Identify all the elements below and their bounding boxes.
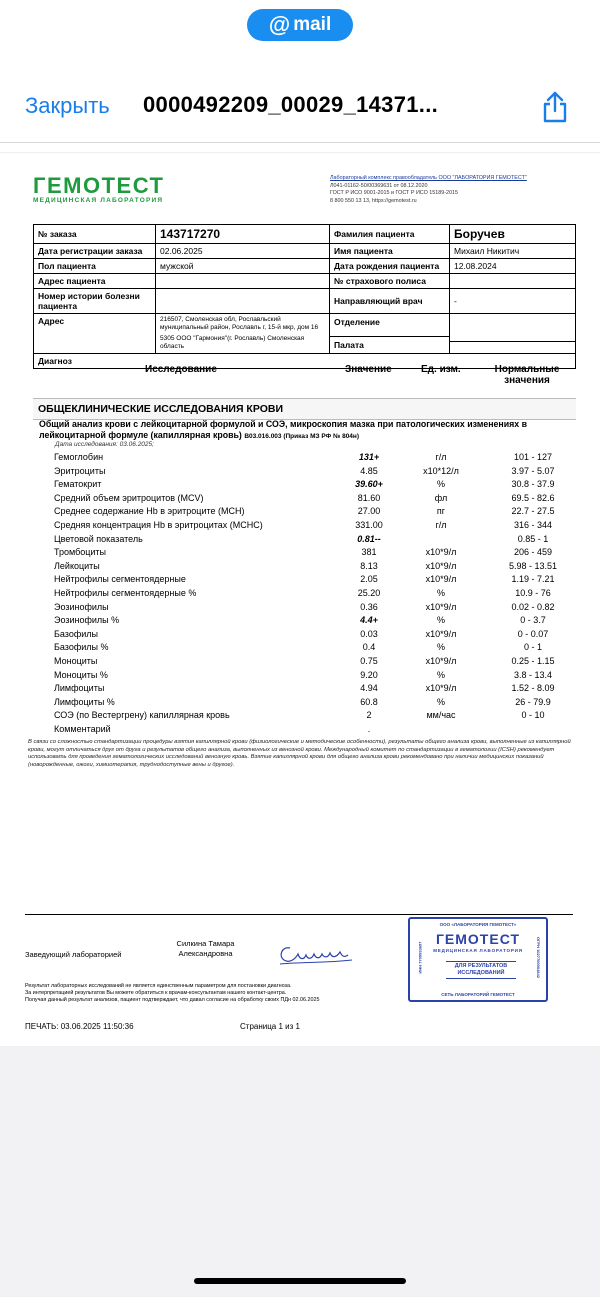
dept-ward-labels: [330, 314, 450, 353]
result-unit: %: [436, 642, 445, 653]
sex-label: Пол пациента: [34, 259, 156, 273]
lab-info-line: ГОСТ Р ИСО 9001-2015 и ГОСТ Р ИСО 15189-2015: [330, 190, 459, 196]
result-unit: %: [436, 588, 445, 598]
stamp-purpose: ДЛЯ РЕЗУЛЬТАТОВ ИССЛЕДОВАНИЙ: [446, 961, 516, 979]
result-name: Среднее содержание Hb в эритроците (MCH): [54, 506, 245, 517]
result-value: 331.00: [355, 520, 383, 530]
col-header-unit: Ед. изм.: [421, 364, 461, 375]
referring-label: Направляющий врач: [330, 289, 450, 313]
name-label: Имя пациента: [330, 244, 450, 258]
result-unit: x10*12/л: [423, 465, 459, 476]
result-name: Гемоглобин: [54, 452, 104, 462]
ward-label: Палата: [330, 336, 449, 353]
patient-row: [34, 314, 575, 354]
result-name: СОЭ (по Вестергрену) капиллярная кровь: [54, 710, 230, 721]
disclaimer-line: Результат лабораторных исследований не является единственным параметром для постановки диагноза.: [25, 983, 292, 989]
test-title: [39, 419, 579, 442]
policy-label: № страхового полиса: [330, 274, 450, 288]
result-row: [54, 629, 584, 642]
birth-label: Дата рождения пациента: [330, 259, 450, 273]
result-value: .: [367, 724, 371, 734]
result-value: 0.03: [360, 628, 378, 639]
result-unit: x10*9/л: [425, 547, 457, 558]
result-value: 2: [366, 710, 372, 721]
lab-info-line: Л041-01162-50/00369631 от 08.12.2020: [330, 182, 428, 189]
lab-info-line: 8 800 550 13 13, https://gemotest.ru: [330, 197, 417, 204]
signer-name-line: Силкина Тамара: [176, 939, 235, 948]
policy-value: [450, 274, 575, 288]
result-name: Эритроциты: [54, 465, 106, 476]
result-range: 30.8 - 37.9: [511, 479, 555, 490]
result-value: 27.00: [357, 506, 381, 517]
result-name: Эозинофилы: [54, 601, 109, 612]
result-unit: x10*9/л: [425, 574, 457, 585]
dept-ward-values: [450, 314, 575, 353]
signer-name-line: Александровна: [178, 949, 233, 958]
addr2-label: Адрес: [34, 314, 156, 353]
patient-sex: мужской: [156, 259, 330, 273]
signer-role: Заведующий лабораторией: [25, 950, 122, 959]
result-row: [54, 506, 584, 519]
result-value: 0.4: [362, 642, 376, 653]
order-no-label: № заказа: [34, 225, 156, 243]
stamp-subtitle: МЕДИЦИНСКАЯ ЛАБОРАТОРИЯ: [433, 948, 523, 953]
disclaimer: [25, 983, 405, 1004]
reg-date-label: Дата регистрации заказа: [34, 244, 156, 258]
share-icon: [539, 90, 571, 124]
result-value: 381: [361, 547, 377, 558]
reg-date: 02.06.2025: [156, 244, 330, 258]
result-unit: x10*9/л: [425, 628, 457, 639]
result-row: [54, 642, 584, 655]
result-unit: x10*9/л: [425, 683, 457, 694]
result-row: [54, 547, 584, 560]
close-button[interactable]: Закрыть: [25, 93, 110, 118]
ward-value: [450, 341, 575, 353]
addr2-value: 216507, Смоленская обл, Рославльский муниципальный район, Рославль г, 15-й мкр, дом 16: [160, 316, 319, 331]
result-range: 316 - 344: [513, 520, 553, 530]
disclaimer-line: За интерпретацией результатов Вы можете обратиться к врачам-консультантам нашего контакт-центра.: [25, 990, 287, 996]
document-title: 0000492209_00029_14371...: [143, 92, 439, 117]
result-name: Лимфоциты: [54, 683, 105, 694]
result-value: 81.60: [357, 492, 381, 503]
logo-subtitle: МЕДИЦИНСКАЯ ЛАБОРАТОРИЯ: [33, 197, 164, 204]
result-unit: x10*9/л: [425, 560, 457, 571]
stamp-ogrn: ОГРН 1027700004842: [535, 937, 541, 978]
result-range: 0 - 3.7: [520, 615, 546, 626]
result-name: Средняя концентрация Hb в эритроцитах (MCHC): [54, 520, 263, 530]
result-range: 3.97 - 5.07: [511, 465, 555, 476]
mail-pill-label: mail: [293, 14, 332, 35]
addr2-value2: 5305 ООО "Гармония"(г. Рославль) Смоленская область: [160, 335, 305, 350]
result-name: Нейтрофилы сегментоядерные: [54, 574, 186, 585]
result-name: Тромбоциты: [54, 547, 107, 558]
col-header-normal: Нормальные значения: [494, 364, 560, 386]
result-name: Комментарий: [54, 724, 111, 734]
lab-stamp: [408, 917, 548, 1002]
result-unit: г/л: [435, 452, 447, 462]
lab-report-document: [0, 152, 600, 1045]
patient-name: Михаил Никитич: [454, 246, 520, 256]
gemotest-logo: [33, 173, 165, 204]
result-range: 5.98 - 13.51: [508, 560, 558, 571]
result-unit: мм/час: [426, 710, 456, 721]
result-name: Лейкоциты: [54, 560, 100, 571]
result-value: 4.4+: [360, 615, 378, 626]
patient-row: [34, 289, 575, 314]
home-indicator[interactable]: [194, 1278, 406, 1284]
logo-name: ГЕМОТЕСТ: [33, 173, 165, 198]
result-row: [54, 479, 584, 492]
result-row: [54, 466, 584, 479]
signer-name: [168, 939, 243, 959]
stamp-inn: ИНН 7709933657: [417, 941, 423, 974]
result-row: [54, 561, 584, 574]
patient-surname: Боручев: [454, 227, 505, 241]
result-unit: %: [436, 669, 445, 680]
result-row: [54, 534, 584, 547]
address-label: Адрес пациента: [34, 274, 156, 288]
diag-label: Диагноз: [38, 356, 72, 366]
result-unit: г/л: [435, 520, 447, 530]
result-name: Цветовой показатель: [54, 533, 143, 544]
result-unit: %: [436, 615, 445, 626]
result-range: 0 - 0.07: [517, 628, 549, 639]
result-name: Лимфоциты %: [54, 696, 115, 707]
result-name: Средний объем эритроцитов (MCV): [54, 492, 204, 503]
result-range: 0 - 1: [523, 642, 542, 653]
result-unit: %: [436, 479, 445, 490]
result-value: 25.20: [357, 588, 381, 598]
patient-row: [34, 259, 575, 274]
result-name: Нейтрофилы сегментоядерные %: [54, 588, 197, 598]
capillary-note: В связи со сложностью стандартизации процедуры взятия капиллярной крови (физиологические и методические особенности), результаты общего анализа крови, выполненные из капиллярной крови, могут отличаться друг от друга и результатов общего анализа, выполненных из венозной крови. Международный комитет по стандартизации в гематологии (ICSH) рекомендует использовать для проведения гематологических исследований венозную кровь. Взятие капиллярной крови для общего анализа крови рекомендовано при наличии медицинских показаний (новорожденные, ожоги, химиотерапия, труднодоступные вены и другое).: [28, 739, 571, 768]
result-row: [54, 493, 584, 506]
result-unit: пг: [436, 506, 446, 517]
signature-divider: [25, 914, 573, 915]
test-code: В03.016.003 (Приказ МЗ РФ № 804н): [244, 433, 360, 440]
disclaimer-line: Получая данный результат анализов, пациент подтверждает, что давал согласие на обработку своих ПДн 02.06.2025: [25, 997, 320, 1003]
result-range: 69.5 - 82.6: [511, 492, 555, 503]
referring-value: -: [454, 296, 457, 306]
col-header-study: Исследование: [145, 364, 217, 375]
history-value: [156, 289, 330, 313]
share-button[interactable]: [539, 90, 571, 124]
page-counter: Страница 1 из 1: [240, 1022, 300, 1031]
toolbar-divider: [0, 142, 600, 143]
result-row: [54, 683, 584, 696]
result-row: [54, 656, 584, 669]
result-value: 2.05: [360, 574, 378, 585]
address-value: [156, 274, 330, 288]
result-row: [54, 710, 584, 723]
patient-row: [34, 244, 575, 259]
result-range: 22.7 - 27.5: [511, 506, 555, 517]
result-name: Моноциты %: [54, 669, 108, 680]
mail-app-pill[interactable]: [247, 9, 353, 41]
test-title-text: Общий анализ крови с лейкоцитарной формулой и СОЭ, микроскопия мазка при патологических изменениях в лейкоцитарной формуле (капиллярная кровь): [39, 419, 528, 440]
print-timestamp: ПЕЧАТЬ: 03.06.2025 11:50:36: [25, 1022, 134, 1031]
result-value: 9.20: [360, 669, 378, 680]
result-name: Базофилы: [54, 628, 98, 639]
patient-info-table: [33, 224, 576, 369]
result-value: 39.60+: [355, 479, 383, 490]
patient-row: [34, 225, 575, 244]
result-range: 1.19 - 7.21: [511, 574, 555, 585]
result-range: 26 - 79.9: [515, 696, 551, 707]
result-name: Эозинофилы %: [54, 615, 120, 626]
result-value: 8.13: [360, 560, 378, 571]
surname-label: Фамилия пациента: [330, 225, 450, 243]
result-range: 0 - 10: [521, 710, 545, 721]
result-unit: %: [436, 696, 445, 707]
result-value: 131+: [358, 452, 380, 462]
result-range: 0.02 - 0.82: [511, 601, 555, 612]
result-row: [54, 602, 584, 615]
viewer-background: [0, 1046, 600, 1297]
result-row: [54, 615, 584, 628]
handwritten-signature: [276, 940, 356, 973]
result-name: Моноциты: [54, 656, 98, 666]
result-row: [54, 574, 584, 587]
result-range: 1.52 - 8.09: [511, 683, 555, 694]
patient-birth: 12.08.2024: [454, 261, 497, 271]
section-title: ОБЩЕКЛИНИЧЕСКИЕ ИССЛЕДОВАНИЯ КРОВИ: [33, 398, 576, 420]
result-row: [54, 670, 584, 683]
result-value: 0.75: [360, 656, 378, 666]
result-row: [54, 452, 584, 465]
result-range: 206 - 459: [513, 547, 553, 558]
lab-info: [330, 175, 580, 205]
result-value: 0.36: [360, 601, 378, 612]
result-name: Базофилы %: [54, 642, 109, 653]
result-value: 4.94: [360, 683, 378, 694]
result-range: 10.9 - 76: [515, 588, 551, 598]
result-range: 0.85 - 1: [517, 533, 549, 544]
result-range: 101 - 127: [513, 452, 553, 462]
patient-row: [34, 274, 575, 289]
result-row: [54, 724, 584, 737]
result-unit: x10*9/л: [425, 656, 457, 666]
result-row: [54, 588, 584, 601]
order-no: 143717270: [156, 225, 330, 243]
at-icon: @: [268, 12, 291, 37]
history-label: Номер истории болезни пациента: [34, 289, 156, 313]
stamp-name: ГЕМОТЕСТ: [435, 931, 521, 947]
lab-info-line[interactable]: Лабораторный комплекс правообладатель ООО "ЛАБОРАТОРИЯ ГЕМОТЕСТ": [330, 175, 527, 181]
test-date: Дата исследования: 03.06.2025;: [55, 441, 154, 448]
result-value: 4.85: [360, 465, 378, 476]
result-unit: x10*9/л: [425, 601, 457, 612]
result-value: 60.8: [360, 696, 378, 707]
stamp-top: ООО «ЛАБОРАТОРИЯ ГЕМОТЕСТ»: [439, 922, 517, 927]
result-row: [54, 520, 584, 533]
viewer-toolbar: [0, 78, 600, 138]
stamp-bottom: СЕТЬ ЛАБОРАТОРИЙ ГЕМОТЕСТ: [441, 992, 515, 997]
addr2-block: [156, 314, 330, 353]
col-header-value: Значение: [345, 364, 392, 375]
result-unit: фл: [434, 492, 448, 503]
dept-label: Отделение: [334, 317, 380, 327]
result-name: Гематокрит: [54, 479, 102, 490]
result-value: 0.81--: [357, 533, 381, 544]
result-row: [54, 697, 584, 710]
result-range: 3.8 - 13.4: [513, 669, 553, 680]
result-range: 0.25 - 1.15: [511, 656, 555, 666]
